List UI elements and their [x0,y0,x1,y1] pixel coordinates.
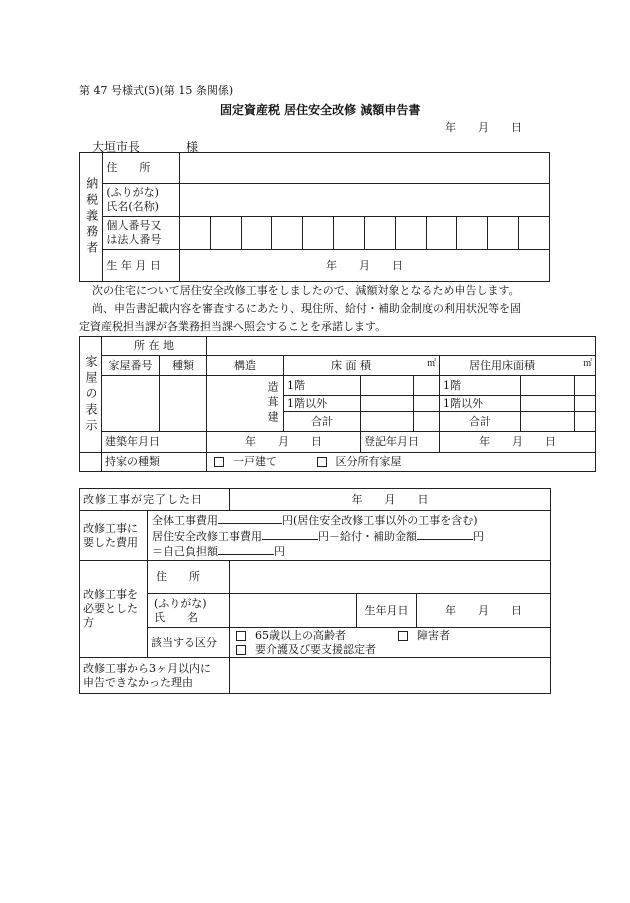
completed-date-field[interactable]: 年 月 日 [230,489,551,511]
late-reason-line1: 改修工事から3ヶ月以内に [83,661,211,675]
kind-field[interactable] [160,376,207,432]
structure-field[interactable] [207,376,284,432]
taxpayer-address-label: 住 所 [103,153,180,184]
submission-date[interactable]: 年 月 日 [445,121,522,134]
id-digit-box[interactable] [334,217,365,250]
category-label: 該当する区分 [148,628,230,658]
id-digit-box[interactable] [241,217,272,250]
house-no-field[interactable] [102,376,160,432]
subsidy-unit: 円 [473,529,484,543]
id-digit-box[interactable] [364,217,395,250]
taxpayer-birth-field[interactable]: 年 月 日 [179,250,549,282]
name-label: 氏名(名称) [106,200,159,213]
declaration-line-1: 次の住宅について居住安全改修工事をしましたので、減額対象となるため申告します。 [92,284,520,297]
owner-type-options [207,453,596,472]
floor1-label [284,376,361,396]
furigana-label: (ふりがな) [106,186,159,200]
house-no-label: 家屋番号 [102,356,160,376]
person-label-line1: 改修工事を [83,588,138,602]
declaration-line-2: 尚、申告書記載内容を審査するにあたり、現住所、給付・補助金制度の利用状況等を固 [92,302,521,315]
self-pay-unit: 円 [274,545,285,559]
late-reason-field[interactable] [230,658,551,694]
care-label: 要介護及び要支援認定者 [255,642,376,656]
floor-other-label: 1階以外 [284,396,361,412]
person-name-field[interactable] [230,594,357,628]
id-digit-box[interactable] [210,217,241,250]
person-address-label: 住 所 [148,561,230,594]
built-date-label: 建築年月日 [102,432,207,453]
subsidy-field[interactable] [417,528,473,540]
person-name-text: 氏 名 [154,610,198,624]
id-digit-box[interactable] [303,217,334,250]
res-floor-other-area[interactable] [521,396,575,412]
res-floor1-label: 1階 [440,376,521,396]
total-cost-field[interactable] [218,512,282,524]
care-checkbox[interactable] [236,645,246,655]
honorific: 様 [186,140,199,154]
disabled-checkbox[interactable] [398,631,408,641]
late-reason-line2: 申告できなかった理由 [83,675,193,689]
residential-area-label: 居住用床面積 [469,358,535,372]
cost-label-line2: 要した費用 [83,535,138,549]
cost-label [80,511,148,561]
res-total-label: 合計 [440,412,521,432]
completed-date-label: 改修工事が完了した日 [80,489,230,511]
person-birth-field[interactable]: 年 月 日 [417,594,551,628]
house-section-label: 家屋の表示 [80,337,102,453]
person-birth-label: 生年月日 [357,594,417,628]
declaration-line-3: 定資産税担当課が各業務担当課へ照会することを承諾します。 [79,320,387,333]
built-date-field[interactable]: 年 月 日 [207,432,361,453]
taxpayer-table [79,152,550,282]
condo-checkbox[interactable] [317,457,327,467]
detached-checkbox[interactable] [214,457,224,467]
id-digit-box[interactable] [395,217,426,250]
floor-total-area-unit[interactable] [414,412,440,432]
id-digit-box[interactable] [457,217,488,250]
floor-total-label: 合計 [284,412,361,432]
owner-type-label: 持家の種類 [102,453,207,472]
cost-detail [148,511,551,561]
form-title: 固定資産税 居住安全改修 減額申告書 [220,103,421,117]
addressee: 大垣市長 [92,140,141,154]
id-digit-box[interactable] [488,217,519,250]
floor1-area-unit[interactable] [414,376,440,396]
taxpayer-address-field[interactable] [179,153,549,184]
res-floor-other-area-unit[interactable] [575,396,596,412]
location-field[interactable] [207,337,596,356]
person-name-label [148,594,230,628]
registered-date-label: 登記年月日 [361,432,440,453]
safety-cost-label: 居住安全改修工事費用 [152,529,262,543]
structure-label: 構造 [207,356,284,376]
kind-label: 種類 [160,356,207,376]
safety-cost-field[interactable] [262,528,318,540]
self-pay-label: ＝自己負担額 [152,545,218,559]
floor-other-area[interactable] [361,396,414,412]
person-label-line3: 方 [83,615,94,629]
person-label-line2: 必要とした [83,602,138,616]
floor1-area[interactable] [361,376,414,396]
location-label: 所 在 地 [102,337,207,356]
taxpayer-id-label [103,217,180,250]
subsidy-label: 円－給付・補助金額 [318,529,417,543]
late-reason-label [80,658,230,694]
id-label-line1: 個人番号又 [106,219,162,233]
id-digit-box[interactable] [179,217,210,250]
floor-area-label: 床 面 積 [331,358,371,372]
res-floor-other-label: 1階以外 [440,396,521,412]
building-type-label: 造葺建 [266,381,279,426]
taxpayer-birth-label: 生 年 月 日 [103,250,180,282]
detached-label: 一戸建て [233,455,277,469]
person-furigana-label: (ふりがな) [154,596,207,610]
res-total-area-unit[interactable] [575,412,596,432]
res-floor1-area-unit[interactable] [575,376,596,396]
condo-label: 区分所有家屋 [335,455,402,469]
self-pay-field[interactable] [218,543,274,555]
elderly-checkbox[interactable] [236,631,246,641]
house-table [79,336,596,472]
id-digit-box[interactable] [272,217,303,250]
registered-date-field[interactable]: 年 月 日 [440,432,596,453]
res-floor1-area[interactable] [521,376,575,396]
form-number: 第 47 号様式(5)(第 15 条関係) [79,84,234,97]
residential-area-unit: ㎡ [583,358,593,369]
floor1-text: 1階 [287,378,305,392]
total-cost-label: 全体工事費用 [152,513,218,527]
work-table [79,488,551,694]
floor-other-area-unit[interactable] [414,396,440,412]
taxpayer-name-label [103,184,180,217]
id-digit-box[interactable] [519,217,550,250]
residential-area-header [440,356,596,376]
taxpayer-name-field[interactable] [179,184,549,217]
total-cost-note: 円(居住安全改修工事以外の工事を含む) [282,513,478,527]
person-address-field[interactable] [230,561,551,594]
cost-label-line1: 改修工事に [83,521,138,535]
person-label [80,561,148,658]
id-digit-box[interactable] [426,217,457,250]
elderly-label: 65歳以上の高齢者 [255,628,346,642]
res-total-area[interactable] [521,412,575,432]
disabled-label: 障害者 [417,628,450,642]
floor-total-area[interactable] [361,412,414,432]
house-label-spacer [80,453,102,472]
floor-area-unit: ㎡ [426,358,436,369]
taxpayer-section-label: 納税義務者 [80,153,103,282]
id-label-line2: は法人番号 [106,233,162,246]
floor-area-header [284,356,440,376]
category-options [230,628,551,658]
